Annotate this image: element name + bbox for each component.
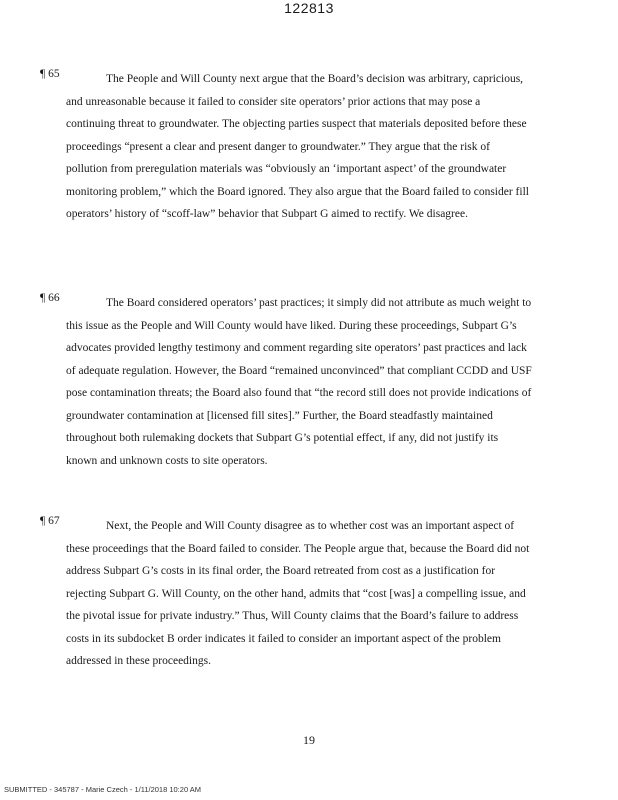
paragraph-65-text: The People and Will County next argue that the Board’s decision was arbitrary, capricious, and unreasonable because it failed to consider site operators’ prior actions that may pose a continuing threat to groundwater. The objecting parties suspect that materials deposited before these proceedings “present a clear and present danger to groundwater.” They argue that the risk of pollution from preregulation materials was “obviously an ‘important aspect’ of the groundwater monitoring problem,” which the Board ignored. They also argue that the Board failed to consider fill operators’ history of “scoff-law” behavior that Subpart G aimed to rectify. We disagree. [66,73,529,220]
submission-stamp: SUBMITTED - 345787 - Marie Czech - 1/11/2018 10:20 AM [4,785,202,794]
paragraph-mark-66: ¶ 66 [40,292,60,304]
paragraph-66-text: The Board considered operators’ past practices; it simply did not attribute as much weight to this issue as the People and Will County would have liked. During these proceedings, Subpart G’s advocates provided lengthy testimony and comment regarding site operators’ past practices and lack of adequate regulation. However, the Board “remained unconvinced” that compliant CCDD and USF pose contamination threats; the Board also found that “the record still does not provide indications of groundwater contamination at [licensed fill sites].” Further, the Board steadfastly maintained throughout both rulemaking dockets that Subpart G’s potential effect, if any, did not justify its known and unknown costs to site operators. [66,297,532,467]
page-number: 19 [303,733,315,747]
paragraph-mark-67: ¶ 67 [40,515,60,527]
document-number: 122813 [284,0,334,16]
paragraph-mark-65: ¶ 65 [40,68,60,80]
paragraph-67-text: Next, the People and Will County disagree as to whether cost was an important aspect of these proceedings that the Board failed to consider. The People argue that, because the Board did not address Subpart G’s costs in its final order, the Board retreated from cost as a justification for rejecting Subpart G. Will County, on the other hand, admits that “cost [was] a compelling issue, and the pivotal issue for private industry.” Thus, Will County claims that the Board’s failure to address costs in its subdocket B order indicates it failed to consider an important aspect of the problem addressed in these proceedings. [66,520,530,667]
